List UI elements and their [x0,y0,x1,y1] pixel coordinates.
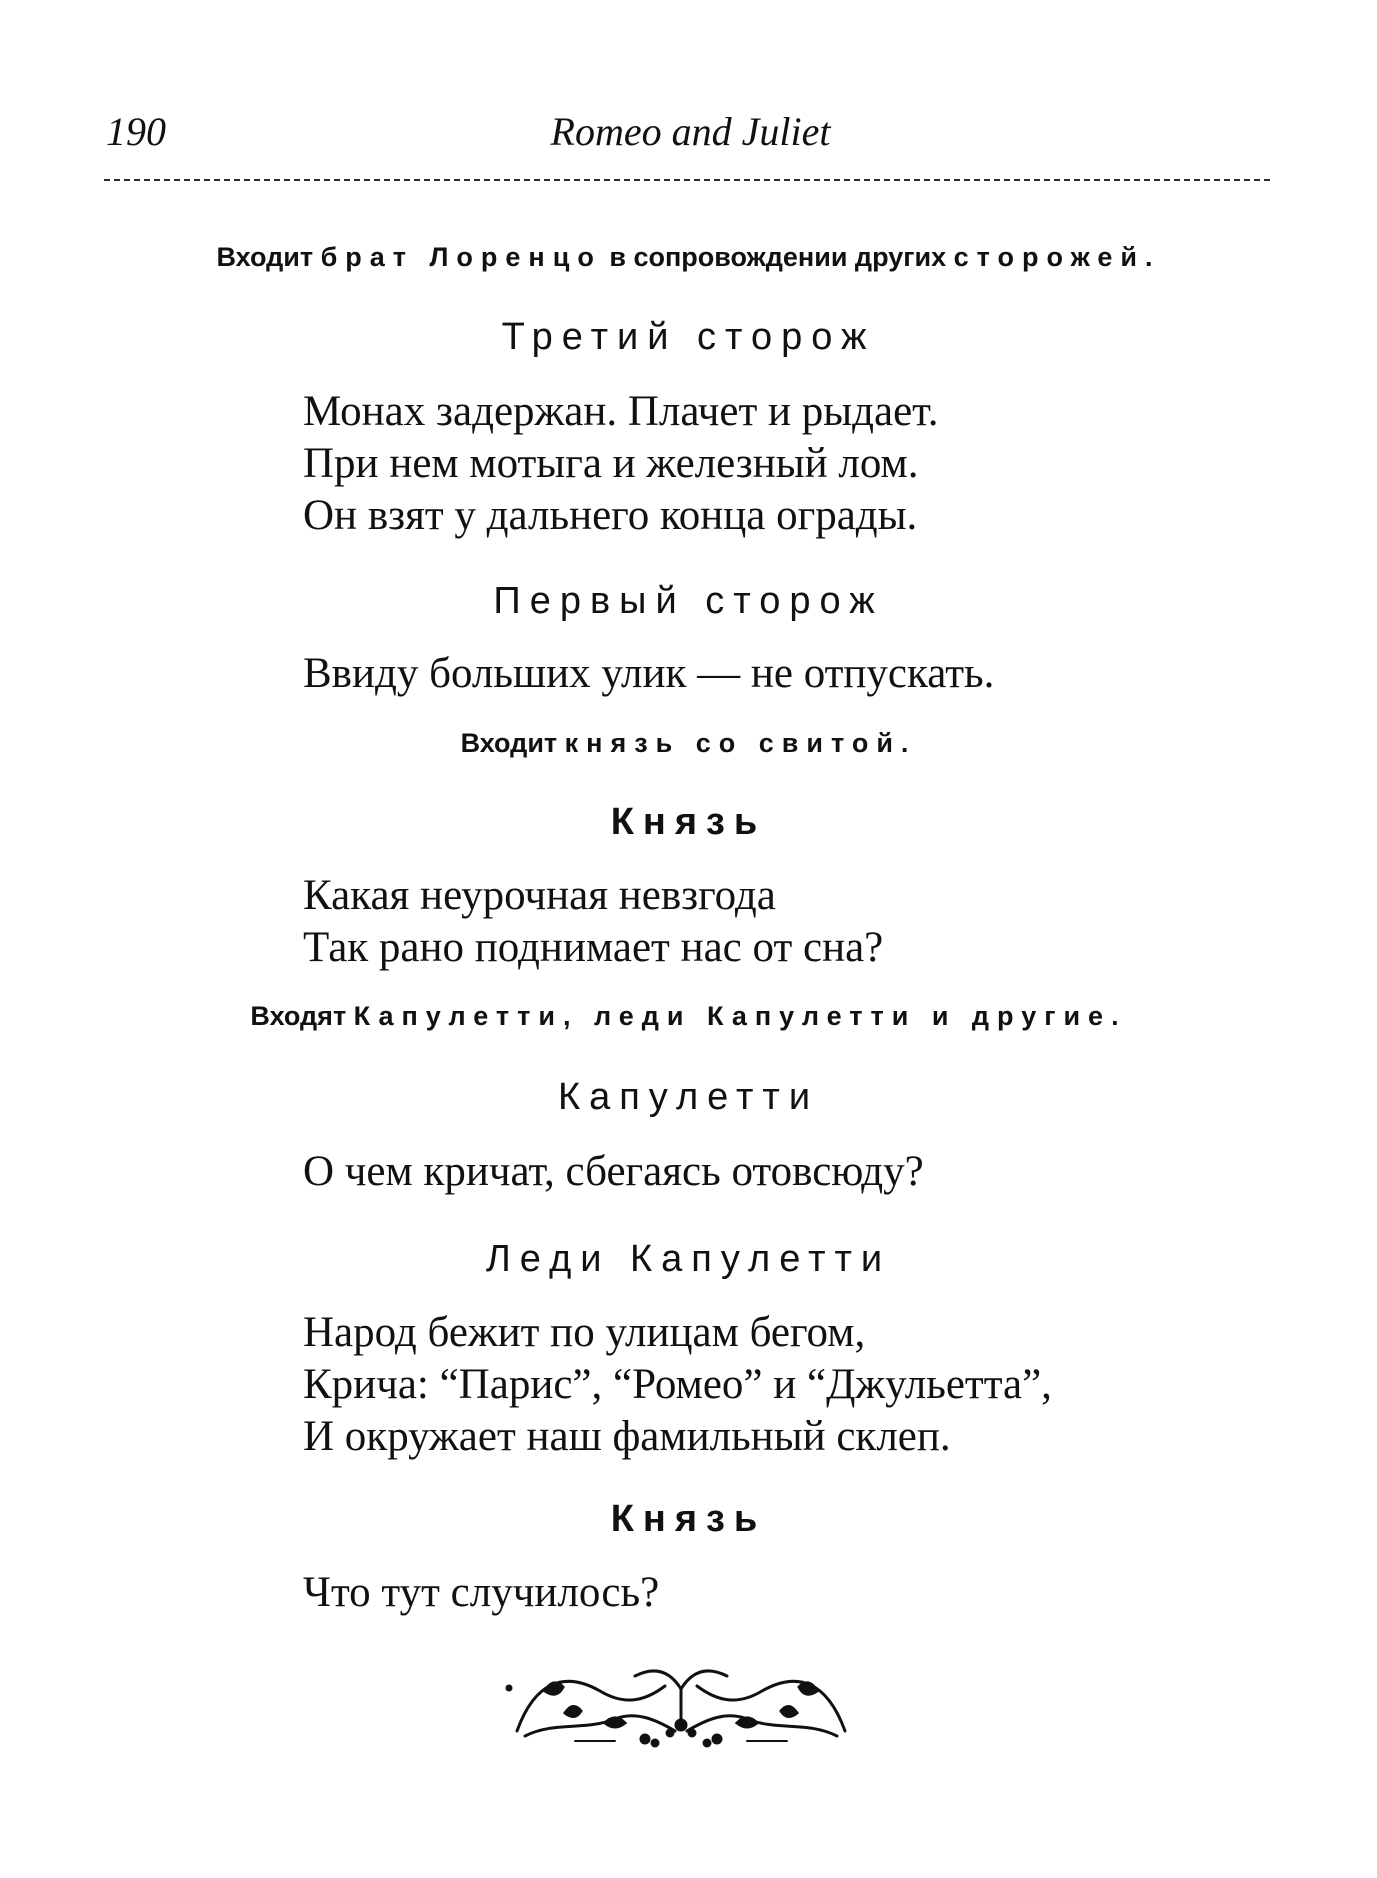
speaker-name: Первый сторож [493,580,884,622]
direction-text: в сопровождении других [601,242,954,272]
verse-block [303,386,939,542]
floral-tailpiece-ornament-icon [505,1661,857,1749]
speaker-name: Третий сторож [501,316,876,358]
stage-direction [0,728,1377,759]
verse-line: Что тут случилось? [303,1569,660,1616]
verse-line: Ввиду больших улик — не отпускать. [303,650,995,697]
verse-line: И окружает наш фамильный склеп. [303,1413,951,1460]
verse-line: Монах задержан. Плачет и рыдает. [303,388,939,435]
verse-line: Какая неурочная невзгода [303,872,776,919]
speaker-name: Князь [610,801,767,843]
verse-line: Так рано поднимает нас от сна? [303,924,884,971]
direction-verb: Входит [460,728,565,758]
verse-line: О чем кричат, сбегаясь отовсюду? [303,1148,924,1195]
verse-line: Крича: “Парис”, “Ромео” и “Джульетта”, [303,1361,1052,1408]
verse-block [303,1146,924,1198]
page-number: 190 [106,109,166,154]
direction-name: сторожей. [953,242,1161,272]
stage-direction [0,242,1377,273]
verse-block [303,870,883,974]
verse-block [303,1567,659,1619]
speaker-name: Леди Капулетти [485,1238,892,1280]
direction-verb: Входят [250,1001,354,1031]
direction-name: брат Лоренцо [320,242,602,272]
speaker-name: Капулетти [557,1076,820,1118]
verse-line: Он взят у дальнего конца ограды. [303,492,918,539]
direction-verb: Входит [216,242,321,272]
header-rule [104,179,1270,181]
direction-name: Капулетти, леди Капулетти и другие. [353,1001,1127,1031]
stage-direction [0,1001,1377,1032]
running-title: Romeo and Juliet [550,109,831,154]
verse-line: При нем мотыга и железный лом. [303,440,919,487]
verse-block [303,648,994,700]
verse-line: Народ бежит по улицам бегом, [303,1309,866,1356]
verse-block [303,1307,1052,1463]
direction-name: князь со свитой. [564,728,917,758]
speaker-name: Князь [610,1498,767,1540]
